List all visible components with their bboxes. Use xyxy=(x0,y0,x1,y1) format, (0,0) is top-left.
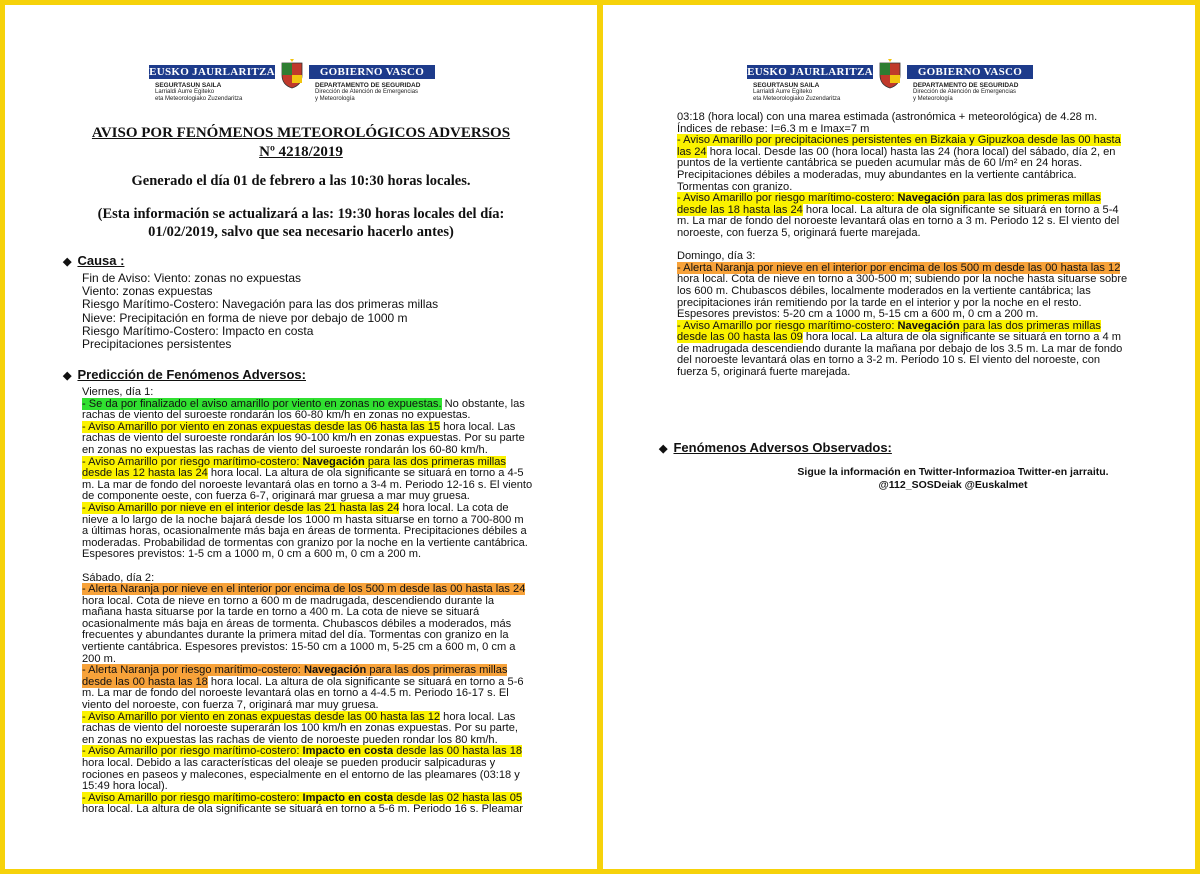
line-text: ocasionalmente más baja en áreas de tormenta. Chubascos débiles a moderados, más xyxy=(82,617,512,630)
causa-item: Riesgo Marítimo-Costero: Navegación para las dos primeras millas xyxy=(82,297,439,312)
bold-phrase: Navegación xyxy=(897,192,960,205)
twitter-follow xyxy=(723,466,1183,492)
line-text: del noroeste levantará olas en torno a 3-2 m. Periodo 10 s. El viento del noroeste, con xyxy=(677,354,1101,367)
bold-phrase: Navegación xyxy=(303,664,367,677)
line-text: fuerza 5, originará fuerte marejada. xyxy=(677,366,851,379)
text-line xyxy=(677,309,1127,321)
org-name-spanish: GOBIERNO VASCO xyxy=(907,65,1033,79)
highlighted-text: - Aviso Amarillo por riesgo marítimo-costero: xyxy=(82,455,303,468)
document-page-1 xyxy=(5,5,597,869)
line-text: puntos de la vertiente cantábrica se pueden acumular más de 60 l/m² en 24 horas. xyxy=(677,157,1083,170)
line-text: hora local. La altura de ola significante se situará en torno a 5-6 m. Periodo 16 s. Pleamar xyxy=(82,803,523,816)
line-text: en zonas no expuestas las rachas de viento de noroeste pueden rondar los 80 km/h. xyxy=(82,733,498,746)
prediccion-heading: ◆ Predicción de Fenómenos Adversos: xyxy=(63,367,306,382)
line-text: m. La mar de fondo del noroeste levantará olas en torno a 4-4.5 m. Periodo 16-17 s. El xyxy=(82,687,509,700)
diamond-bullet-icon: ◆ xyxy=(659,443,668,455)
causa-item: Precipitaciones persistentes xyxy=(82,337,232,352)
prediccion-body-continued xyxy=(677,112,1127,379)
line-text: Tormentas con granizo. xyxy=(677,180,793,193)
highlighted-text: - Alerta Naranja por nieve en el interior por encima de los 500 m desde las 00 hasta las 12 xyxy=(677,261,1121,274)
highlighted-text: para las dos primeras millas xyxy=(959,192,1101,205)
highlighted-text: para las dos primeras millas xyxy=(364,455,506,468)
twitter-handles: @112_SOSDeiak @Euskalmet xyxy=(878,479,1028,491)
highlighted-text: hora local. Desde las 00 (hora local) hasta las 24 (hora local) del sábado, día 2, en xyxy=(706,145,1116,158)
line-text: precipitaciones irán remitiendo por la tarde en el interior y por la noche en el resto. xyxy=(677,296,1082,309)
highlighted-text: - Aviso Amarillo por riesgo marítimo-costero: xyxy=(677,192,898,205)
highlighted-text: desde las 00 hasta las 18 xyxy=(82,675,208,688)
highlighted-text: desde las 00 hasta las 09 xyxy=(677,331,803,344)
highlighted-text: hora local. La cota de xyxy=(399,501,509,514)
causa-item: Fin de Aviso: Viento: zonas no expuestas xyxy=(82,271,302,285)
highlighted-text: para las dos primeras millas xyxy=(366,664,508,677)
line-text: rachas de viento del suroeste rondarán los 90-100 km/h en zonas expuestas. Por su parte xyxy=(82,432,525,445)
document-page-2 xyxy=(603,5,1195,869)
causa-list xyxy=(82,272,522,351)
text-line xyxy=(82,804,532,816)
line-text: Espesores previstos: 5-20 cm a 1000 m, 5-15 cm a 600 m, 0 cm a 200 m. xyxy=(677,308,1039,321)
highlighted-text: desde las 12 hasta las 24 xyxy=(82,467,208,480)
highlighted-text: hora local. Las xyxy=(440,420,516,433)
line-text: 200 m. xyxy=(82,652,116,665)
twitter-follow-text: Sigue la información en Twitter-Informazioa Twitter-en jarraitu. xyxy=(797,466,1109,478)
line-text: m. La mar de fondo del noroeste levantará olas en torno a 3-4 m. Periodo 12-16 s. El viento xyxy=(82,478,533,491)
line-text: 15:49 hora local). xyxy=(82,780,168,793)
text-line xyxy=(677,367,1127,379)
line-text: mañana hasta situarse por la tarde en torno a 400 m. La cota de nieve se situará xyxy=(82,606,480,619)
text-line xyxy=(82,549,532,561)
highlighted-text: hora local. Las xyxy=(440,710,516,723)
highlighted-text: - Se da por finalizado el aviso amarillo por viento en zonas no expuestas. xyxy=(82,397,442,410)
dept-basque: SEGURTASUN SAILA Larrialdi Aurre Egiteko eta Meteorologiako Zuzendaritza xyxy=(753,82,841,102)
gobierno-vasco-logo xyxy=(747,59,1037,109)
highlighted-text: - Alerta Naranja por nieve en el interior por encima de los 500 m desde las 00 hasta las 24 xyxy=(82,583,526,596)
line-text: rachas de viento del suroeste rondarán los 60-80 km/h en zonas no expuestas. xyxy=(82,409,471,422)
update-notice-line2: 01/02/2019, salvo que sea necesario hacerlo antes) xyxy=(148,224,454,240)
line-text: frecuentes y abundantes durante la primera mitad del día. Tormentas con granizo en la xyxy=(82,629,509,642)
text-line xyxy=(82,445,532,457)
highlighted-text: - Alerta Naranja por riesgo marítimo-costero: xyxy=(82,664,304,677)
text-line xyxy=(677,228,1127,240)
line-text: viento del noroeste, con fuerza 7, originará mar muy gruesa. xyxy=(82,699,379,712)
highlighted-text: - Aviso Amarillo por riesgo marítimo-costero: xyxy=(82,791,303,804)
document-title: AVISO POR FENÓMENOS METEOROLÓGICOS ADVERSOS xyxy=(91,125,511,141)
highlighted-text: hora local. La altura de ola significante se situará en torno a 5-4 xyxy=(802,203,1119,216)
causa-item: Viento: zonas expuestas xyxy=(82,284,213,299)
line-text: hora local. Debido a las características del oleaje se pueden producir salpicaduras y xyxy=(82,757,496,769)
prediccion-body xyxy=(82,387,532,816)
bold-phrase: Impacto en costa xyxy=(302,791,394,804)
highlighted-text: - Aviso Amarillo por viento en zonas expuestas desde las 00 hasta las 12 xyxy=(82,710,441,723)
line-text: Espesores previstos: 1-5 cm a 1000 m, 0 cm a 600 m, 0 cm a 200 m. xyxy=(82,548,422,561)
line-text: Precipitaciones débiles a moderadas, muy abundantes en la vertiente cantábrica. xyxy=(677,168,1077,181)
bold-phrase: Navegación xyxy=(302,455,365,468)
coat-of-arms-icon xyxy=(279,59,305,89)
causa-heading: ◆ Causa : xyxy=(63,253,125,268)
org-name-basque: EUSKO JAURLARITZA xyxy=(747,66,873,78)
line-text: Viernes, día 1: xyxy=(82,386,154,398)
highlighted-text: - Aviso Amarillo por viento en zonas expuestas desde las 06 hasta las 15 xyxy=(82,420,441,433)
highlighted-text: para las dos primeras millas xyxy=(959,319,1101,332)
org-name-spanish: GOBIERNO VASCO xyxy=(309,65,435,79)
causa-item: Riesgo Marítimo-Costero: Impacto en costa xyxy=(82,323,314,338)
coat-of-arms-icon xyxy=(877,59,903,89)
observados-heading: ◆ Fenómenos Adversos Observados: xyxy=(659,440,892,455)
line-text: rachas de viento del noroeste superarán los 100 km/h en zonas expuestas. Por su parte, xyxy=(82,722,518,735)
org-name-basque: EUSKO JAURLARITZA xyxy=(149,66,275,78)
highlighted-text: - Aviso Amarillo por nieve en el interior desde las 21 hasta las 24 xyxy=(82,501,400,514)
line-text: los 600 m. Chubascos débiles, localmente moderados en la vertiente cantábrica; las xyxy=(677,284,1091,297)
line-text: Índices de rebase: I=6.3 m e Imax=7 m xyxy=(677,122,870,135)
generated-date: Generado el día 01 de febrero a las 10:30 horas locales. xyxy=(131,173,471,189)
highlighted-text: hora local. La altura de ola significante se situará en torno a 5-6 xyxy=(207,675,524,688)
diamond-bullet-icon: ◆ xyxy=(63,370,72,382)
highlighted-text: - Aviso Amarillo por precipitaciones persistentes en Bizkaia y Gipuzkoa desde las 00 hasta xyxy=(677,134,1121,147)
highlighted-text: hora local. La altura de ola significante se situará en torno a 4-5 xyxy=(207,467,524,480)
highlighted-text: desde las 02 hasta las 05 xyxy=(393,791,523,804)
text-line xyxy=(677,251,1127,263)
line-text: de componente oeste, con fuerza 6-7, originará mar gruesa a mar muy gruesa. xyxy=(82,490,470,503)
line-text: Domingo, día 3: xyxy=(677,250,756,263)
line-text: 03:18 (hora local) con una marea estimada (astronómica + meteorológica) de 4.28 m. xyxy=(677,111,1098,123)
line-text: de madrugada descendiendo durante la mañana por debajo de los 3.5 m. La mar de fondo xyxy=(677,342,1123,355)
line-text: m. La mar de fondo del noroeste levantará olas en torno a 3 m. Periodo 12 s. El viento del xyxy=(677,215,1120,228)
line-text: vertiente cantábrica. Espesores previstos: 15-50 cm a 1000 m, 5-25 cm a 600 m, 0 cm a xyxy=(82,641,516,654)
highlighted-text: No obstante, las xyxy=(441,397,525,410)
text-line xyxy=(82,642,532,654)
line-text: hora local. Cota de nieve en torno a 300-500 m; subiendo por la noche hasta situarse sobre xyxy=(677,273,1128,286)
bold-phrase: Impacto en costa xyxy=(302,745,394,758)
gobierno-vasco-logo xyxy=(149,59,439,109)
line-text: hora local. Cota de nieve en torno a 600 m de madrugada, descendiendo durante la xyxy=(82,594,494,607)
line-text: a últimas horas, ocasionalmente más baja en áreas de tormenta. Precipitaciones débiles a xyxy=(82,525,527,538)
line-text: rociones en paseos y malecones, especialmente en el entorno de las pleamares (03:18 y xyxy=(82,768,520,781)
line-text: noroeste, con fuerza 5, originará fuerte marejada. xyxy=(677,226,921,239)
highlighted-text: - Aviso Amarillo por riesgo marítimo-costero: xyxy=(677,319,898,332)
line-text: nieve a lo largo de la noche bajará desde los 1000 m hasta situarse en torno a 700-800 m xyxy=(82,513,524,526)
update-notice-line1: (Esta información se actualizará a las: 19:30 horas locales del día: xyxy=(97,206,505,222)
line-text: moderadas. Probabilidad de tormentas con granizo por la noche en la vertiente cantábrica. xyxy=(82,536,528,549)
highlighted-text: desde las 00 hasta las 18 xyxy=(393,745,523,758)
dept-spanish: DEPARTAMENTO DE SEGURIDAD Dirección de Atención de Emergencias y Meteorología xyxy=(315,82,421,102)
bold-phrase: Navegación xyxy=(897,319,960,332)
highlighted-text: desde las 18 hasta las 24 xyxy=(677,203,803,216)
highlighted-text: hora local. La altura de ola significante se situará en torno a 4 m xyxy=(802,331,1122,344)
highlighted-text: - Aviso Amarillo por riesgo marítimo-costero: xyxy=(82,745,303,758)
line-text: en zonas no expuestas las rachas de viento del suroeste rondarán los 60-80 km/h. xyxy=(82,443,488,456)
line-text: Sábado, día 2: xyxy=(82,571,155,584)
diamond-bullet-icon: ◆ xyxy=(63,256,72,268)
causa-item: Nieve: Precipitación en forma de nieve por debajo de 1000 m xyxy=(82,310,408,325)
dept-basque: SEGURTASUN SAILA Larrialdi Aurre Egiteko eta Meteorologiako Zuzendaritza xyxy=(155,82,243,102)
highlighted-text: las 24 xyxy=(677,145,707,158)
dept-spanish: DEPARTAMENTO DE SEGURIDAD Dirección de Atención de Emergencias y Meteorología xyxy=(913,82,1019,102)
document-number: Nº 4218/2019 xyxy=(259,144,343,160)
